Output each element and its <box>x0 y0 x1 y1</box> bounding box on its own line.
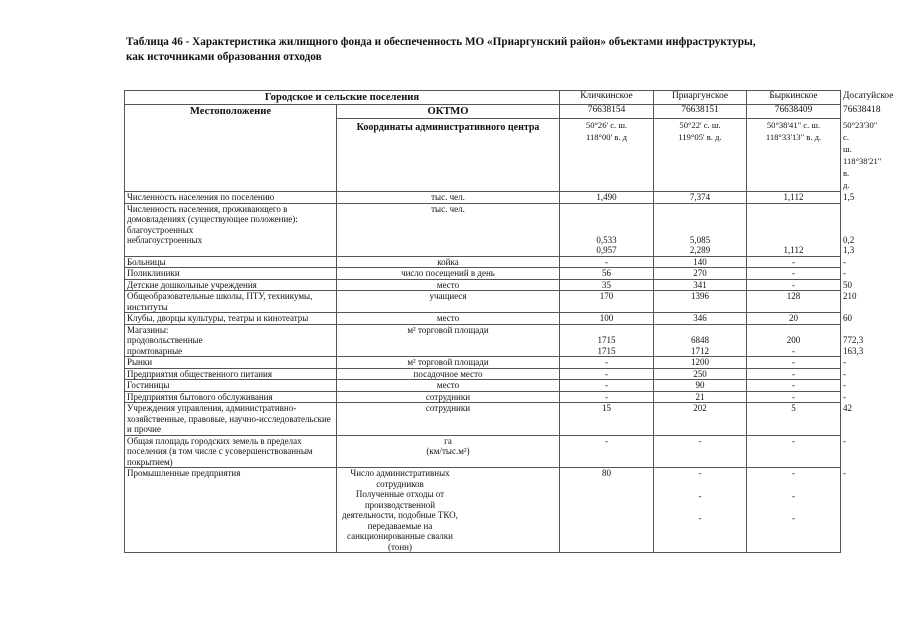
table-row: Общая площадь городских земель в пределах поселения (в том числе с усовершенствованным покрытием) га (км/тыс.м²) - - - - <box>125 435 841 468</box>
row-label: Промышленные предприятия <box>125 468 337 553</box>
value-cell: - <box>654 435 747 468</box>
value-cell: 128 <box>747 291 841 313</box>
row-unit: число посещений в день <box>337 268 560 280</box>
oktmo-label: ОКТМО <box>337 105 560 119</box>
row-unit: место <box>337 313 560 325</box>
table-row: Учреждения управления, административно-хозяйственные, правовые, научно-исследовательские и прочие сотрудники 15 202 5 42 <box>125 403 841 436</box>
value-cell: 20 <box>747 313 841 325</box>
value-cell <box>654 468 747 553</box>
row-label: Учреждения управления, административно-хозяйственные, правовые, научно-исследовательские и прочие <box>125 403 337 436</box>
value-cell: - <box>560 380 654 392</box>
table-row: Предприятия бытового обслуживания сотрудники - 21 - - <box>125 391 841 403</box>
unit-line: Число административных сотрудников <box>350 468 450 489</box>
table-row: Клубы, дворцы культуры, театры и кинотеатры место 100 346 20 60 <box>125 313 841 325</box>
row-unit: сотрудники <box>337 391 560 403</box>
longitude: 118°33'13" в. д. <box>765 132 822 142</box>
unit-line: га <box>444 435 452 446</box>
value-cell: 15 <box>560 403 654 436</box>
value-cell: - <box>747 391 841 403</box>
value-cell: - <box>560 368 654 380</box>
row-label-main: Численность населения, проживающего в домовладениях (существующее положение): <box>127 203 298 224</box>
table-row: Численность населения по поселению тыс. чел. 1,490 7,374 1,112 1,5 <box>125 192 841 204</box>
row-unit: посадочное место <box>337 368 560 380</box>
location-label: Местоположение <box>125 105 337 192</box>
value: - <box>792 468 795 478</box>
value-cell: - <box>747 268 841 280</box>
value-cell: - <box>560 391 654 403</box>
column-name: Кличкинское <box>560 91 654 105</box>
row-label: Численность населения по поселению <box>125 192 337 204</box>
value-cell: 90 <box>654 380 747 392</box>
value: 1712 <box>691 345 709 356</box>
coords-cell <box>654 119 747 192</box>
row-unit: учащиеся <box>337 291 560 313</box>
value: - <box>698 490 702 501</box>
table-row: Рынки м² торговой площади - 1200 - - <box>125 357 841 369</box>
latitude: 50°38'41" с. ш. <box>766 120 821 130</box>
table-row: Магазины: продовольственные промтоварные м² торговой площади 1715 1715 6848 1712 200 - 772,3 163,3 <box>125 324 841 357</box>
value-cell <box>560 468 654 553</box>
value-cell: 1200 <box>654 357 747 369</box>
value-cell <box>654 324 747 357</box>
value-cell: - <box>747 435 841 468</box>
value-cell: 270 <box>654 268 747 280</box>
sub-label: промтоварные <box>127 345 183 356</box>
value: 5,085 <box>689 234 711 245</box>
table-row: Детские дошкольные учреждения место 35 341 - 50 <box>125 279 841 291</box>
coords-cell <box>747 119 841 192</box>
value: - <box>792 513 795 523</box>
value: 1,112 <box>783 245 804 255</box>
longitude: 118°00' в. д <box>585 132 628 142</box>
row-label: Детские дошкольные учреждения <box>125 279 337 291</box>
column-name: Приаргунское <box>654 91 747 105</box>
value-cell: 341 <box>654 279 747 291</box>
row-label <box>125 203 337 256</box>
column-name: Быркинское <box>747 91 841 105</box>
row-label: Гостиницы <box>125 380 337 392</box>
value-cell <box>747 203 841 256</box>
unit-line: (км/тыс.м²) <box>426 446 470 456</box>
row-label: Больницы <box>125 256 337 268</box>
value-cell: - <box>560 435 654 468</box>
value: 1715 <box>597 335 616 345</box>
value: - <box>698 468 702 478</box>
row-unit: тыс. чел. <box>337 203 560 256</box>
value-cell: 1,490 <box>560 192 654 204</box>
row-label: Поликлиники <box>125 268 337 280</box>
value-cell: 7,374 <box>654 192 747 204</box>
row-unit <box>337 468 560 553</box>
coords-cell <box>560 119 654 192</box>
value-cell: - <box>747 368 841 380</box>
value-cell <box>654 203 747 256</box>
infrastructure-table <box>124 90 894 553</box>
value-cell: 1396 <box>654 291 747 313</box>
header-row-2: Местоположение ОКТМО 76638154 76638151 76638409 76638418 <box>125 105 841 119</box>
row-unit: сотрудники <box>337 403 560 436</box>
value-cell: 56 <box>560 268 654 280</box>
row-label: Предприятия общественного питания <box>125 368 337 380</box>
row-unit <box>337 435 560 468</box>
row-unit: койка <box>337 256 560 268</box>
oktmo-code: 76638154 <box>560 105 654 119</box>
table-row: Предприятия общественного питания посадочное место - 250 - - <box>125 368 841 380</box>
value: 2,289 <box>689 245 711 255</box>
value-cell: 100 <box>560 313 654 325</box>
value-cell: 140 <box>654 256 747 268</box>
value-cell: - <box>560 357 654 369</box>
row-label <box>125 324 337 357</box>
unit-line: Полученные отходы от производственной деятельности, подобные ТКО, передаваемые на санкционированные свалки (тонн) <box>342 489 458 552</box>
row-unit: место <box>337 380 560 392</box>
row-unit: м² торговой площади <box>337 357 560 369</box>
row-unit: м² торговой площади <box>337 324 560 357</box>
value-cell <box>747 324 841 357</box>
value: - <box>792 345 795 356</box>
value-cell: 21 <box>654 391 747 403</box>
table-row: Гостиницы место - 90 - - <box>125 380 841 392</box>
value-cell: 1,112 <box>747 192 841 204</box>
sub-label: благоустроенных <box>127 224 194 235</box>
value-cell <box>560 203 654 256</box>
table-caption: Таблица 46 - Характеристика жилищного фонда и обеспеченность МО «Приаргунский район» объектами инфраструктуры, как источниками образования отходов <box>126 36 756 63</box>
value-cell: - <box>747 279 841 291</box>
value: 6848 <box>691 335 709 345</box>
value-cell <box>747 468 841 553</box>
value-cell <box>560 324 654 357</box>
row-label: Предприятия бытового обслуживания <box>125 391 337 403</box>
sub-label: неблагоустроенных <box>127 235 203 245</box>
sub-label: продовольственные <box>127 335 203 345</box>
oktmo-code: 76638151 <box>654 105 747 119</box>
row-unit: тыс. чел. <box>337 192 560 204</box>
value-cell: - <box>747 256 841 268</box>
header-row-1: Городское и сельские поселения Кличкинское Приаргунское Быркинское Досатуйское <box>125 91 841 105</box>
longitude: 119°05' в. д. <box>678 132 722 142</box>
coords-label: Координаты административного центра <box>337 119 560 192</box>
row-unit: место <box>337 279 560 291</box>
table-row: Общеобразовательные школы, ПТУ, техникумы, институты учащиеся 170 1396 128 210 <box>125 291 841 313</box>
row-label: Клубы, дворцы культуры, театры и кинотеатры <box>125 313 337 325</box>
row-label: Рынки <box>125 357 337 369</box>
value-cell: - <box>560 256 654 268</box>
table-row: Больницы койка - 140 - - <box>125 256 841 268</box>
value-cell: 170 <box>560 291 654 313</box>
table-row: Промышленные предприятия Число административных сотрудников Полученные отходы от производственной деятельности, подобные ТКО, передаваемые на санкционированные свалки (тонн) 80 - - - - - - - <box>125 468 841 553</box>
value-cell: 250 <box>654 368 747 380</box>
value: - <box>698 513 702 523</box>
value: - <box>792 490 795 501</box>
header-row-3: Координаты административного центра 50°26' с. ш. 118°00' в. д 50°22' с. ш. 119°05' в. д. 50°38'41" с. ш. 118°33'13" в. д. 50°23'30" с. ш. 118°38'21" в. д. <box>125 119 841 192</box>
value <box>749 235 838 246</box>
latitude: 50°26' с. ш. <box>585 120 628 130</box>
table-row: Численность населения, проживающего в домовладениях (существующее положение): благоустроенных неблагоустроенных тыс. чел. 0,533 0,957 5,085 2,289 1,112 0,2 1,3 <box>125 203 841 256</box>
row-label: Общеобразовательные школы, ПТУ, техникумы, институты <box>125 291 337 313</box>
row-label-main: Магазины: <box>127 324 169 335</box>
oktmo-code: 76638409 <box>747 105 841 119</box>
row-label: Общая площадь городских земель в пределах поселения (в том числе с усовершенствованным покрытием) <box>125 435 337 468</box>
value: 0,957 <box>596 245 617 255</box>
value-cell: 35 <box>560 279 654 291</box>
settlements-label: Городское и сельские поселения <box>125 91 560 105</box>
value: 0,533 <box>596 234 617 245</box>
value-cell: 5 <box>747 403 841 436</box>
value-cell: - <box>747 380 841 392</box>
value: 1715 <box>597 345 616 356</box>
value: 80 <box>602 468 611 478</box>
latitude: 50°22' с. ш. <box>679 120 721 130</box>
value-cell: 346 <box>654 313 747 325</box>
value-cell: 202 <box>654 403 747 436</box>
value-cell: - <box>747 357 841 369</box>
value: 200 <box>786 335 801 345</box>
table-row: Поликлиники число посещений в день 56 270 - - <box>125 268 841 280</box>
